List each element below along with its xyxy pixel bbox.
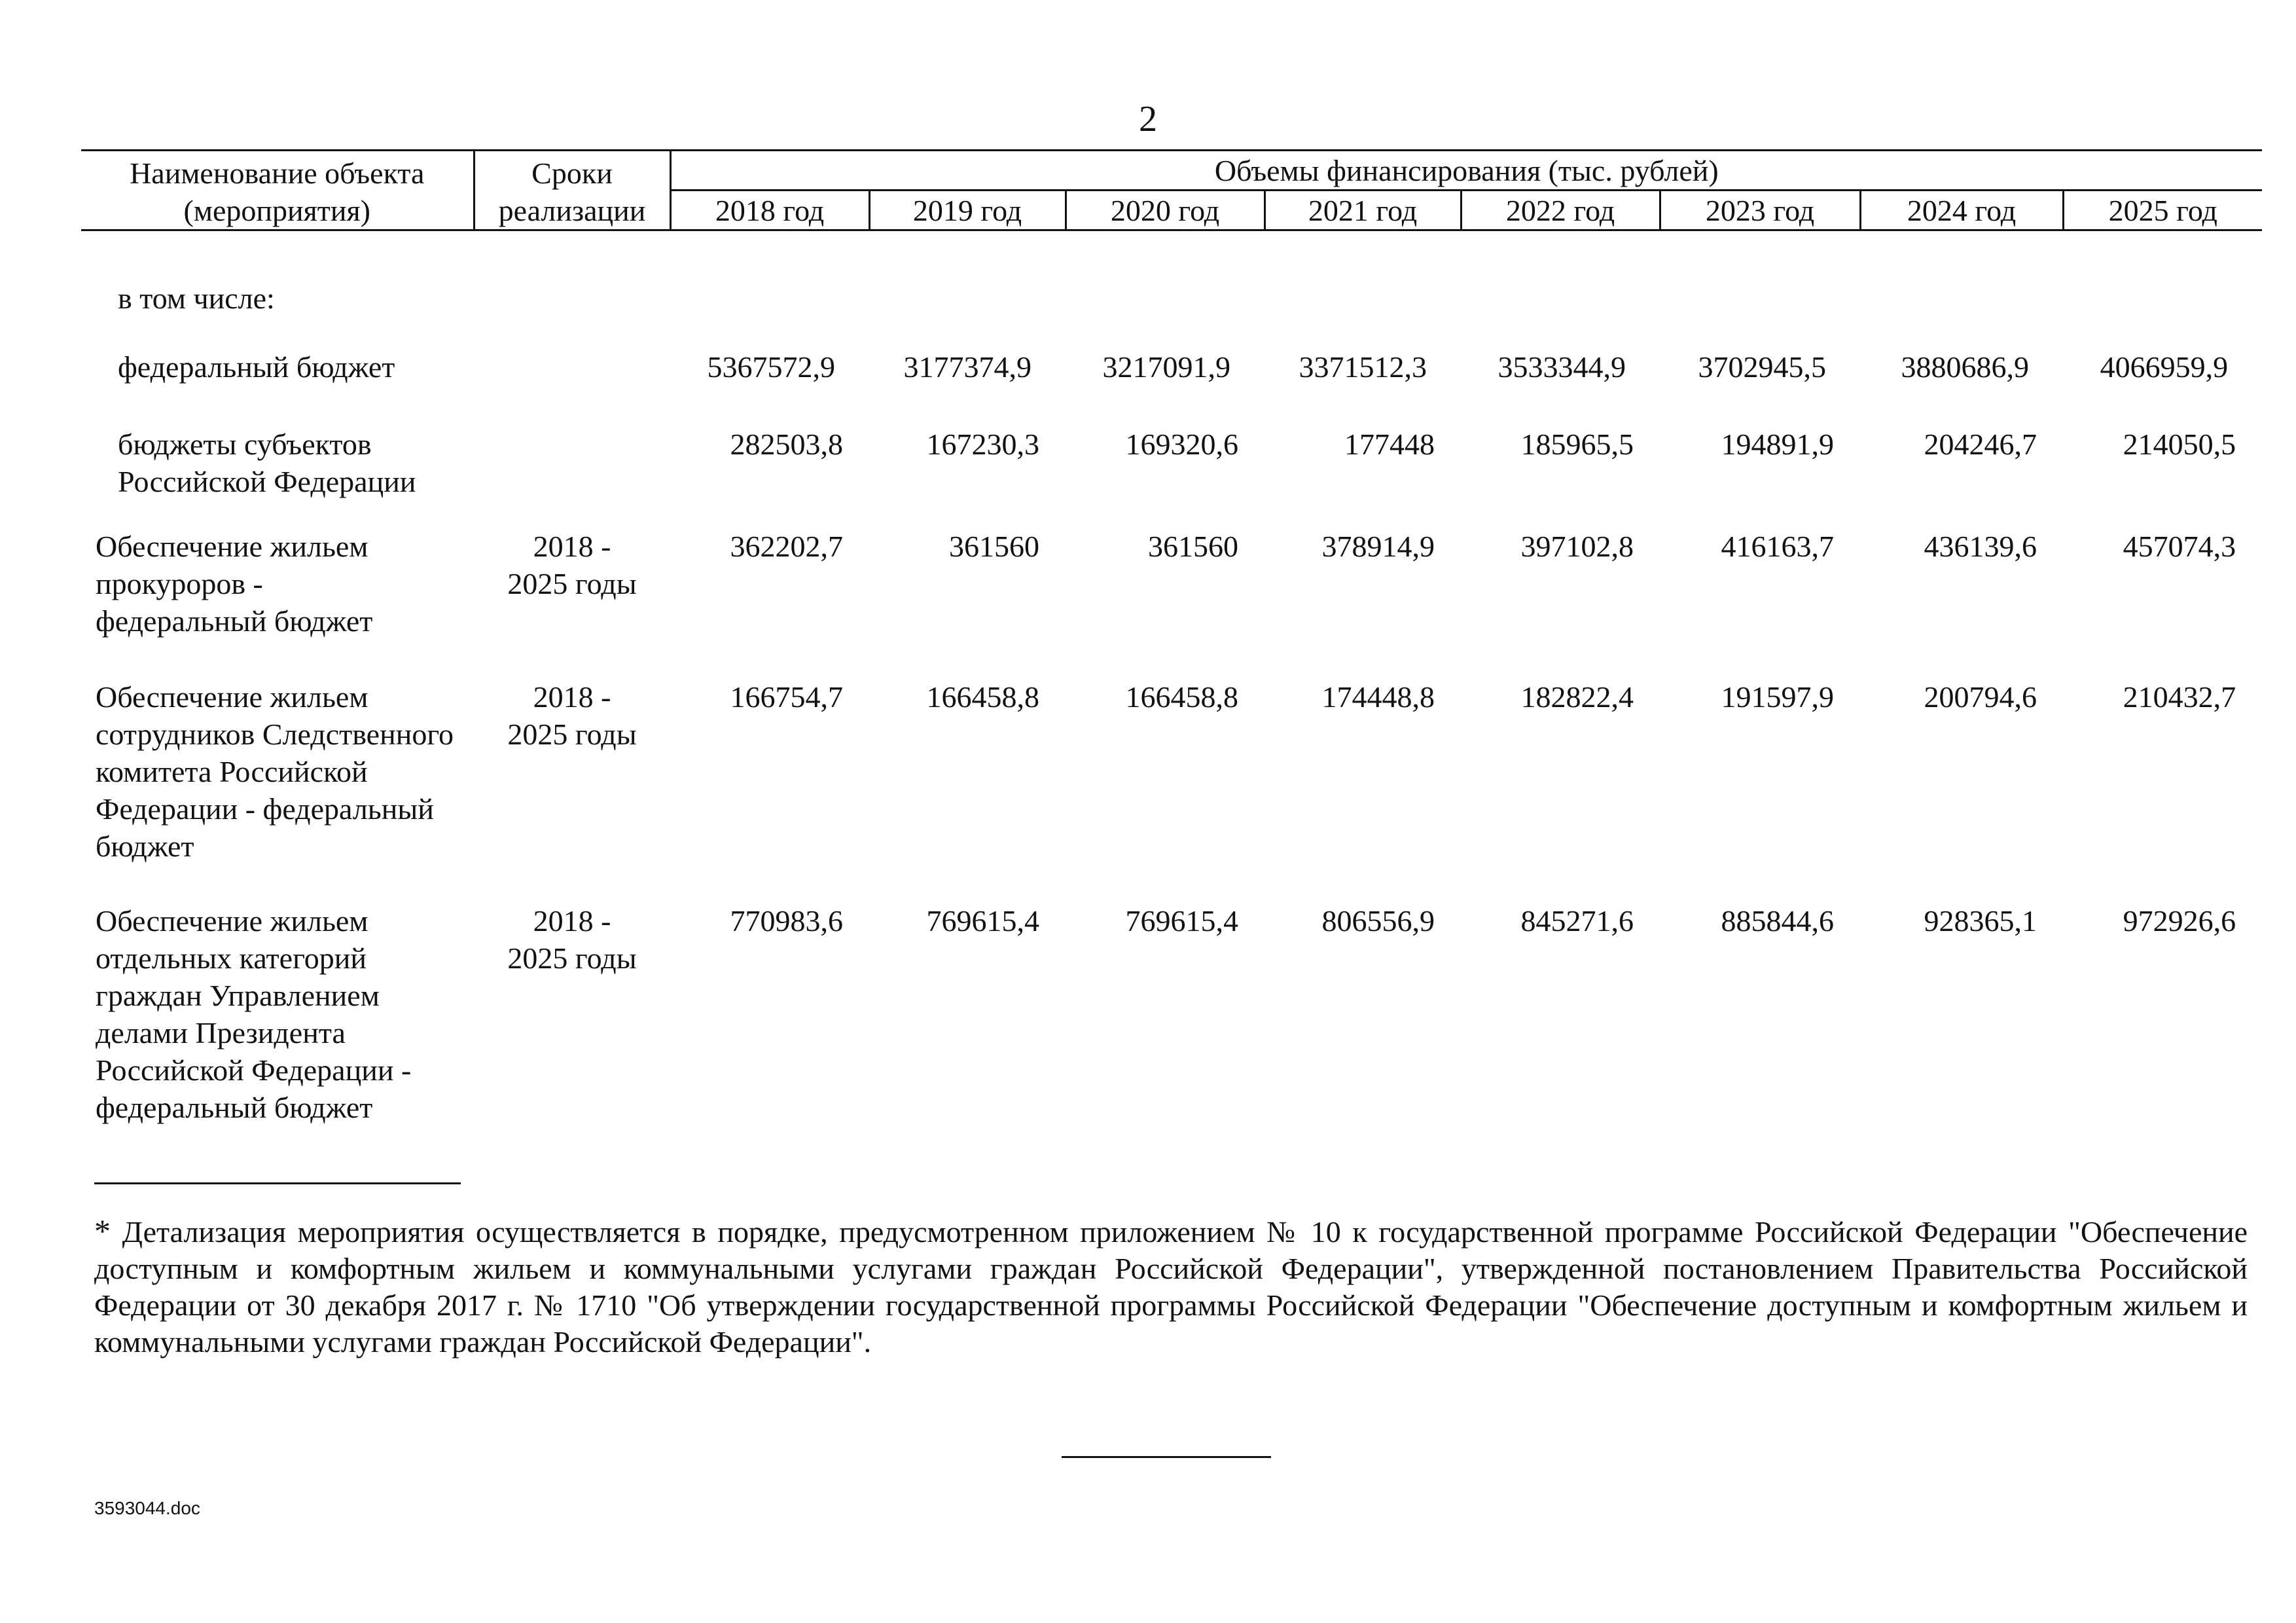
table-cell: 167230,3 [926,427,1039,461]
table-cell: 3533344,9 [1498,350,1626,384]
row-label: Обеспечение жильем сотрудников Следственного комитета Российской Федерации - федеральный бюджет [96,680,454,863]
table-cell: 214050,5 [2123,427,2236,461]
table-row [81,230,2262,342]
table-header-row [81,151,2262,191]
table-cell: 282503,8 [730,427,843,461]
table-cell: 182822,4 [1520,680,1634,714]
table-cell: 177448 [1344,427,1435,461]
end-divider [1062,1456,1271,1458]
table-cell: 769615,4 [926,903,1039,938]
row-label: Обеспечение жильем отдельных категорий граждан Управлением делами Президента Российской Федерации - федеральный бюджет [96,903,412,1124]
table-cell: 185965,5 [1520,427,1634,461]
header-year: 2021 год [1265,191,1461,230]
table-cell: 769615,4 [1125,903,1238,938]
table-cell: 378914,9 [1321,529,1435,563]
table-cell: 166458,8 [926,680,1039,714]
row-label: в том числе: [118,281,275,315]
row-term: 2018 - 2025 годы [507,903,637,975]
row-label: федеральный бюджет [118,350,395,384]
table-cell: 457074,3 [2123,529,2236,563]
table-cell: 3177374,9 [903,350,1031,384]
header-year: 2025 год [2063,191,2262,230]
header-year: 2018 год [670,191,869,230]
table-cell: 5367572,9 [707,350,835,384]
table-cell: 191597,9 [1721,680,1834,714]
table-cell: 885844,6 [1721,903,1834,938]
table-row [81,902,2262,1126]
table-cell: 200794,6 [1924,680,2037,714]
row-term: 2018 - 2025 годы [507,680,637,751]
table-cell: 362202,7 [730,529,843,563]
row-label: Обеспечение жильем прокуроров - федеральный бюджет [96,529,373,638]
table-cell: 204246,7 [1924,427,2037,461]
table-cell: 3880686,9 [1901,350,2029,384]
header-name-col: Наименование объекта (мероприятия) [81,151,474,230]
header-volume-col: Объемы финансирования (тыс. рублей) [670,151,2262,191]
table-cell: 845271,6 [1520,903,1634,938]
table-row [81,528,2262,678]
row-term [474,342,670,416]
table-cell: 210432,7 [2123,680,2236,714]
table-row [81,678,2262,902]
footnote [94,1213,2248,1360]
table-cell: 770983,6 [730,903,843,938]
table-cell: 3371512,3 [1299,350,1427,384]
table-cell: 416163,7 [1721,529,1834,563]
table-cell: 806556,9 [1321,903,1435,938]
table-cell: 397102,8 [1520,529,1634,563]
header-year: 2023 год [1660,191,1860,230]
footnote-text: Детализация мероприятия осуществляется в порядке, предусмотренном приложением № 10 к государственной программе Российской Федерации "Обеспечение доступным и комфортным жильем и коммунальными услугами граждан Российской Федерации", утвержденной постановлением Правительства Российской Федерации от 30 декабря 2017 г. № 1710 "Об утверждении государственной программы Российской Федерации "Обеспечение доступным и комфортным жильем и коммунальными услугами граждан Российской Федерации". [94,1215,2248,1359]
table-cell: 3217091,9 [1102,350,1230,384]
header-year: 2022 год [1461,191,1660,230]
header-year: 2019 год [869,191,1066,230]
footnote-marker: * [94,1213,111,1249]
table-cell: 166458,8 [1125,680,1238,714]
table-cell: 361560 [1148,529,1238,563]
table-cell: 194891,9 [1721,427,1834,461]
financing-table [81,149,2262,1126]
table-cell: 169320,6 [1125,427,1238,461]
row-label: бюджеты субъектов Российской Федерации [118,427,416,498]
table-cell: 361560 [949,529,1039,563]
header-term-col: Сроки реализации [474,151,670,230]
table-cell: 972926,6 [2123,903,2236,938]
header-year: 2024 год [1860,191,2063,230]
table-row [81,342,2262,416]
table-row [81,416,2262,528]
row-term: 2018 - 2025 годы [507,529,637,600]
table-cell: 436139,6 [1924,529,2037,563]
document-code: 3593044.doc [94,1498,200,1518]
header-year: 2020 год [1066,191,1265,230]
page-number: 2 [1139,99,1157,139]
table-cell: 928365,1 [1924,903,2037,938]
row-term [474,416,670,528]
table-cell: 174448,8 [1321,680,1435,714]
table-cell: 166754,7 [730,680,843,714]
footnote-divider [94,1182,461,1184]
table-cell: 3702945,5 [1698,350,1826,384]
table-cell: 4066959,9 [2100,350,2229,384]
